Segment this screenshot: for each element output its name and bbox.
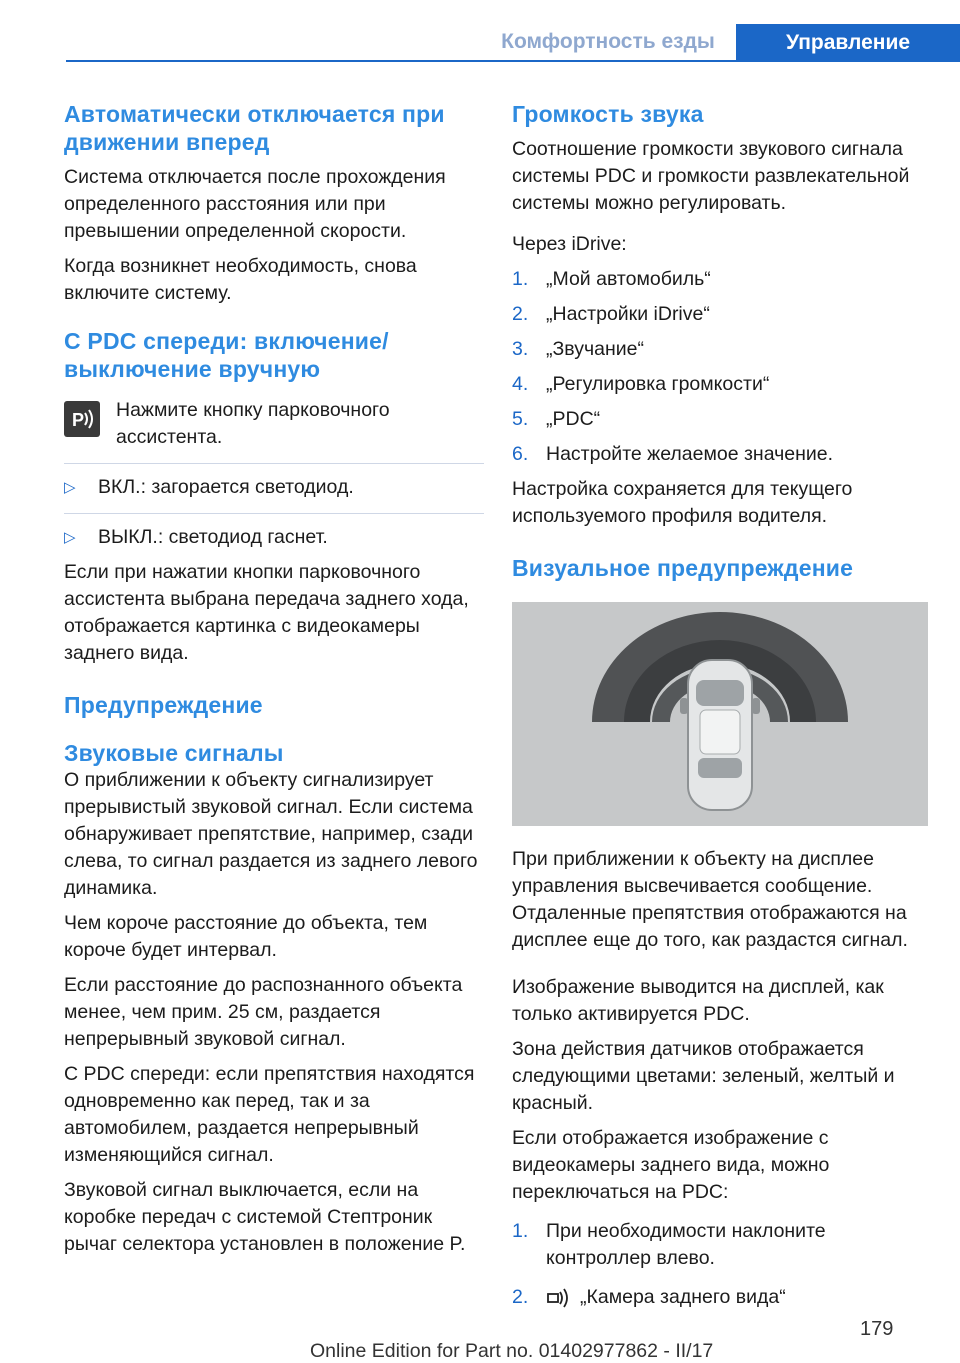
- list-item: [512, 1284, 932, 1311]
- heading-volume: Громкость звука: [512, 101, 704, 127]
- heading-warning: Предупреждение: [64, 692, 263, 718]
- paragraph: Изображение выводится на дисплей, как только активируется PDC.: [512, 976, 884, 1025]
- list-item: [512, 336, 932, 363]
- paragraph: С PDC спереди: если препятствия находятся одновременно как перед, так и за автомобилем, раздается непрерывный изменяющийся сигнал.: [64, 1063, 475, 1166]
- paragraph: Звуковой сигнал выключается, если на коробке передач с системой Стептроник рычаг селектора установлен в положение P.: [64, 1179, 466, 1255]
- step-text: „Мой автомобиль“: [546, 268, 711, 290]
- list-item: [512, 406, 932, 433]
- park-assist-button-icon: [64, 401, 100, 437]
- left-column: [64, 100, 484, 1258]
- paragraph: Если отображается изображение с видеокамеры заднего вида, можно переключаться на PDC:: [512, 1127, 830, 1203]
- bullet-item: [64, 524, 484, 551]
- heading-sound: Звуковые сигналы: [64, 740, 284, 766]
- step-number: 1.: [512, 268, 529, 290]
- paragraph: Чем короче расстояние до объекта, тем короче будет интервал.: [64, 912, 428, 961]
- list-item: [512, 441, 932, 468]
- heading-auto-off: Автоматически отключается при движении вперед: [64, 101, 445, 155]
- right-column: [512, 100, 932, 1311]
- divider: [64, 463, 484, 464]
- step-number: 4.: [512, 373, 529, 395]
- paragraph: Настройка сохраняется для текущего используемого профиля водителя.: [512, 478, 853, 527]
- list-item: [512, 301, 932, 328]
- paragraph: Если расстояние до распознанного объекта менее, чем прим. 25 см, раздается непрерывный звуковой сигнал.: [64, 974, 463, 1050]
- paragraph: Когда возникнет необходимость, снова включите систему.: [64, 255, 417, 304]
- heading-visual: Визуальное предупреждение: [512, 555, 854, 581]
- step-text: „PDC“: [546, 408, 601, 430]
- car-icon: [680, 660, 760, 810]
- pdc-display-illustration: [512, 602, 928, 826]
- triangle-bullet-icon: ▷: [64, 529, 76, 546]
- bullet-text: ВКЛ.: загорается светодиод.: [98, 476, 354, 498]
- pdc-car-graphic: [512, 602, 928, 826]
- section-title: Комфортность езды: [501, 30, 715, 53]
- list-item: [512, 1218, 932, 1272]
- step-text: „Камера заднего вида“: [580, 1286, 786, 1308]
- step-number: 2.: [512, 303, 529, 325]
- paragraph: Если при нажатии кнопки парковочного ассистента выбрана передача заднего хода, отображается картинка с видеокамеры заднего вида.: [64, 561, 469, 664]
- pdc-button-instruction: [64, 397, 484, 451]
- step-number: 2.: [512, 1286, 529, 1308]
- idrive-steps: [512, 266, 932, 468]
- divider: [64, 513, 484, 514]
- step-number: 3.: [512, 338, 529, 360]
- chapter-tab: Управление: [736, 24, 960, 62]
- edition-footer: Online Edition for Part no. 01402977862 - II/17: [310, 1340, 714, 1362]
- list-item: [512, 266, 932, 293]
- paragraph: Нажмите кнопку парковочного ассистента.: [116, 399, 390, 448]
- step-text: „Настройки iDrive“: [546, 303, 710, 325]
- bullet-text: ВЫКЛ.: светодиод гаснет.: [98, 526, 328, 548]
- page-header: [0, 0, 960, 62]
- parking-sensor-icon: [546, 1286, 574, 1310]
- paragraph: Через iDrive:: [512, 233, 627, 255]
- header-rule: [66, 60, 960, 62]
- triangle-bullet-icon: ▷: [64, 479, 76, 496]
- list-item: [512, 371, 932, 398]
- paragraph: Соотношение громкости звукового сигнала системы PDC и громкости развлекательной системы можно регулировать.: [512, 138, 910, 214]
- step-text: „Звучание“: [546, 338, 644, 360]
- step-text: „Регулировка громкости“: [546, 373, 770, 395]
- heading-manual: С PDC спереди: включение/выключение вручную: [64, 328, 389, 382]
- paragraph: При приближении к объекту на дисплее управления высвечивается сообщение. Отдаленные препятствия отображаются на дисплее еще до того, как раздастся сигнал.: [512, 848, 908, 951]
- step-text: Настройте желаемое значение.: [546, 443, 834, 465]
- step-number: 5.: [512, 408, 529, 430]
- paragraph: Зона действия датчиков отображается следующими цветами: зеленый, желтый и красный.: [512, 1038, 895, 1114]
- paragraph: Система отключается после прохождения определенного расстояния или при превышении определенной скорости.: [64, 166, 446, 242]
- svg-text:P: P: [72, 410, 85, 430]
- step-number: 6.: [512, 443, 529, 465]
- paragraph: О приближении к объекту сигнализирует прерывистый звуковой сигнал. Если система обнаруживает препятствие, например, сзади слева, то сигнал раздается из заднего левого динамика.: [64, 769, 478, 899]
- step-text: При необходимости наклоните контроллер влево.: [546, 1220, 826, 1269]
- camera-steps: [512, 1218, 932, 1311]
- page-number: 179: [860, 1318, 894, 1340]
- step-number: 1.: [512, 1220, 529, 1242]
- bullet-item: [64, 474, 484, 501]
